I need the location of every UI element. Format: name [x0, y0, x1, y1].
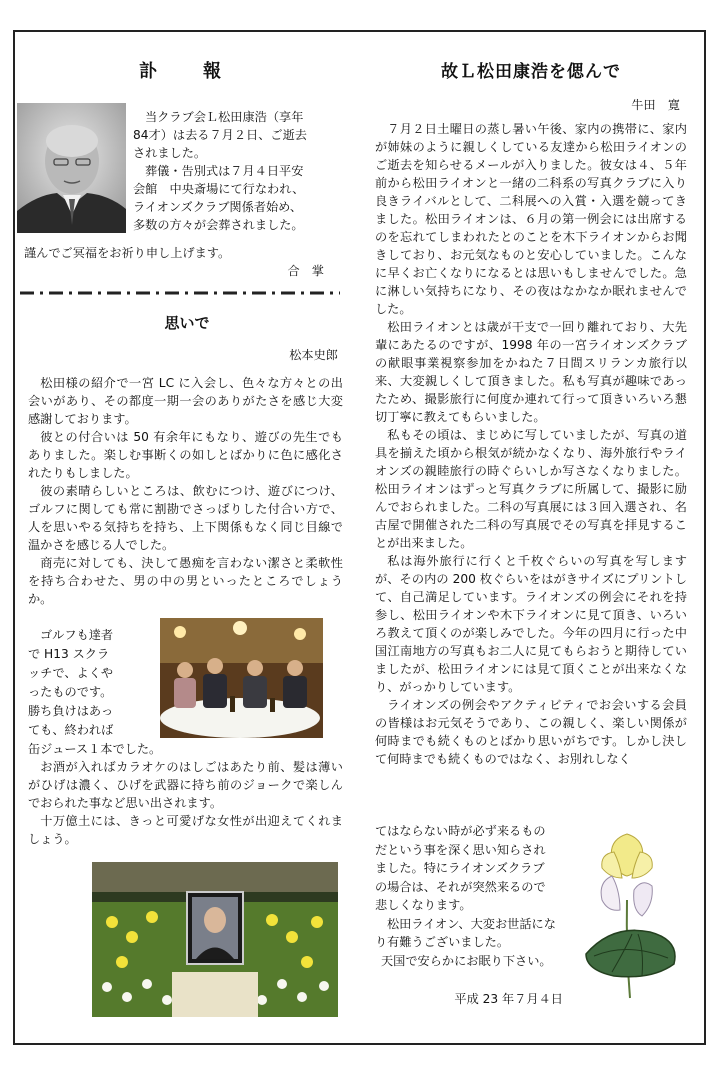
tribute-date: 平成 23 年７月４日 [454, 992, 563, 1006]
memories-author: 松本史郎 [289, 348, 338, 362]
funeral-altar-photo [92, 862, 338, 1017]
obituary-line: ライオンズクラブ関係者始め、 [133, 200, 303, 214]
memories-paragraph: 彼の素晴らしいところは、飲むにつけ、遊びにつけ、ゴルフに関しても常に割勘でさっぱりした付合い方で、人を思いやる気持ちを持ち、上下関係もなく同じ目線で温かさを感じる人でした。 [28, 484, 343, 552]
tribute-paragraph: ライオンズの例会やアクティビティでお会いする会員の皆様はお元気そうであり、この親しく、楽しい関係が何時までも続くものとばかり思いがちです。しかし決して何時までも続くものではなく、お別れしなく [375, 698, 687, 766]
obituary-body [133, 108, 343, 234]
lotus-illustration [572, 830, 687, 1000]
obituary-line: 多数の方々が会葬されました。 [133, 218, 304, 232]
party-photo [160, 618, 323, 738]
tribute-body [375, 120, 687, 768]
obituary-closing: 謹んでご冥福をお祈り申し上げます。 [24, 246, 231, 260]
tribute-paragraph: ７月２日土曜日の蒸し暑い午後、家内の携帯に、家内が姉妹のように親しくしている友達から松田ライオンのご逝去を知らせるメールが入りました。彼女は４、５年前から松田ライオンと一緒の二科系の写真クラブに入り良きライバルとして、二科展への入賞・入選を競ってきました。松田ライオンは、６月の第一例会には出席するのを忘れてしまわれたとのことを木下ライオンからお聞きしており、お元気なものと安心していました。こんなに早くお亡くなりになるとは思いもしませんでした。急に淋しい気持ちになり、その夜はなかなか眠れませんでした。 [375, 122, 687, 316]
tribute-line: てはならない時が必ず来るもの [375, 824, 546, 838]
obituary-line: 84才）は去る７月２日、ご逝去 [133, 128, 307, 142]
golf-line: ゴルフも達者 [40, 628, 114, 642]
golf-line: 勝ち負けはあっ [28, 704, 114, 718]
golf-line: ったものです。 [28, 685, 113, 699]
golf-text [28, 626, 156, 740]
obituary-line: 葬儀・告別式は７月４日平安 [145, 164, 304, 178]
tribute-line: の場合は、それが突然来るので [375, 879, 546, 894]
tribute-line: 悲しくなります。 [375, 898, 472, 912]
golf-end: 缶ジュース１本でした。 [28, 742, 162, 756]
memories-paragraph: 彼との付合いは 50 有余年にもなり、遊びの先生でもありました。楽しむ事断くの如しとばかりに色に感化されたりもしました。 [28, 430, 343, 480]
golf-line: ても、終われば [28, 723, 114, 737]
tribute-line: ました。特にライオンズクラブ [375, 861, 545, 875]
tribute-author: 牛田 寛 [631, 98, 680, 112]
obituary-line: 会館 中央斎場にて行なわれ、 [133, 182, 305, 196]
tribute-paragraph: 松田ライオンとは歳が干支で一回り離れており、大先輩にあたるのですが、1998 年の一宮ライオンズクラブの献眼事業視察参加をかねた７日間スリランカ旅行以来、大変親しくして頂きました。私も写真が趣味であったため、撮影旅行に何度か連れて行って頂きいろいろ懇切丁寧に教えてもらいました。 [375, 320, 687, 424]
memories-paragraph: 十万億土には、きっと可愛げな女性が出迎えてくれましょう。 [28, 814, 343, 846]
section-divider [20, 291, 340, 295]
portrait-photo [17, 103, 126, 233]
memories-paragraph: 松田様の紹介で一宮 LC に入会し、色々な方々との出会いがあり、その都度一期一会のありがたさを感じ大変感謝しております。 [28, 376, 343, 426]
tribute-line: り有難うございました。 [375, 935, 510, 949]
obituary-line: 当クラブ会Ｌ松田康浩（享年 [145, 110, 304, 124]
tribute-paragraph: 私は海外旅行に行くと千枚ぐらいの写真を写しますが、その内の 200 枚ぐらいをはがきサイズにプリントして、自己満足しています。ライオンズの例会にそれを持参し、松田ライオンや木下ライオンに見て頂き、いろいろ教えて頂くのが楽しみでした。今年の四月に行った中国江南地方の写真もお二人に見てもらおうと期待していましたが、松田ライオンには見て頂くことが出来なくなり、がっかりしています。 [375, 554, 687, 694]
memories-paragraph: 商売に対しても、決して愚痴を言わない潔さと柔軟性を持ち合わせた、男の中の男といったところでしょうか。 [28, 556, 343, 606]
memories-paragraph: お酒が入ればカラオケのはしごはあたり前、髪は薄いがひげは濃く、ひげを武器に持ち前のジョークで楽しんでおられた事など思い出されます。 [28, 760, 343, 810]
golf-line: で H13 スクラ [28, 647, 110, 661]
tribute-header [372, 60, 690, 84]
tribute-line: 天国で安らかにお眠り下さい。 [381, 953, 552, 968]
obituary-title: 訃 報 [139, 61, 235, 82]
tribute-narrow-text [375, 822, 575, 970]
memories-body-2 [28, 740, 343, 848]
memories-header [28, 312, 346, 334]
left-column [28, 60, 346, 84]
tribute-paragraph: 私もその頃は、まじめに写していましたが、写真の道具を揃えた頃から根気が続かなくなり、海外旅行やライオンズの親睦旅行の時ぐらいしか写さなくなりました。松田ライオンはずっと写真クラブに所属して、撮影に励んでおられました。二科の写真展には３回入選され、名古屋で開催された二科の写真展でその写真を拝見することが出来ました。 [375, 428, 687, 550]
obituary-closing-block [24, 244, 344, 280]
memories-body [28, 374, 343, 608]
obituary-line: されました。 [133, 146, 207, 160]
golf-line: ッチで、よくや [28, 666, 114, 680]
obituary-sign: 合 掌 [287, 264, 324, 278]
memories-title: 思いで [164, 314, 210, 332]
tribute-line: 松田ライオン、大変お世話にな [387, 916, 556, 931]
tribute-title: 故Ｌ松田康浩を偲んで [441, 62, 621, 82]
tribute-line: だという事を深く思い知らされ [375, 842, 546, 857]
